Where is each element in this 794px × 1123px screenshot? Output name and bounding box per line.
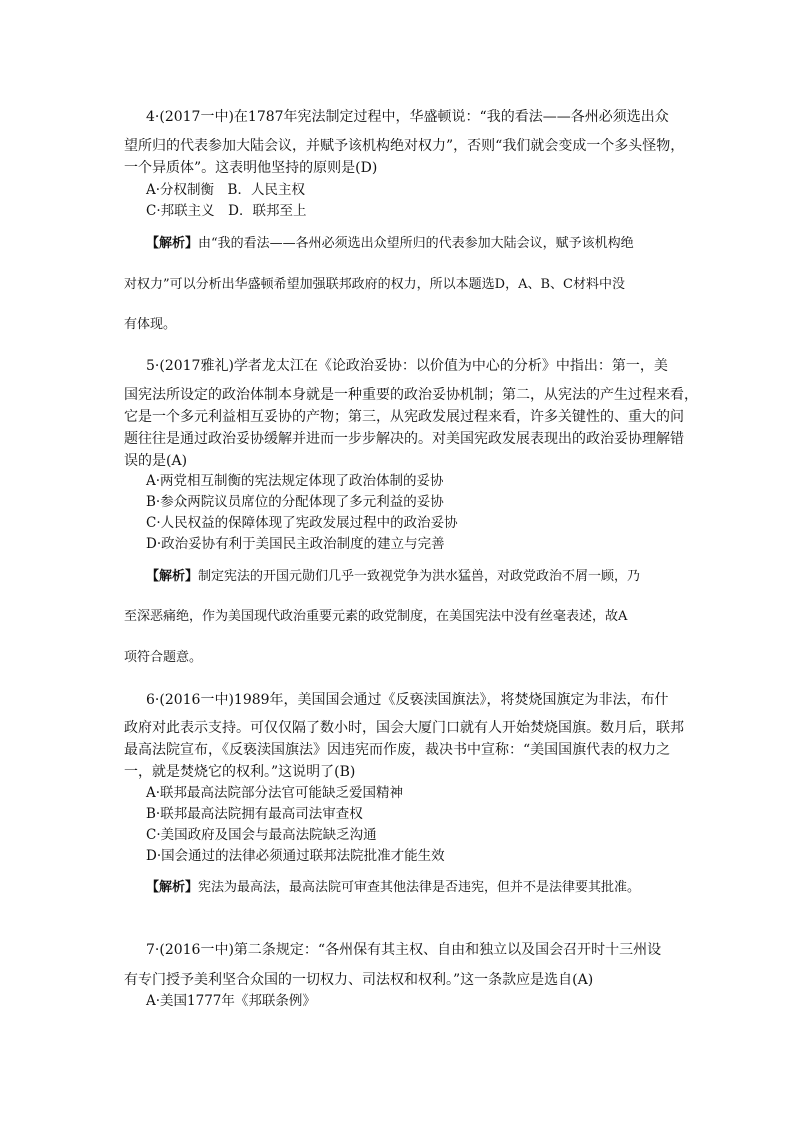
q5-explanation-line-1: 【解析】制定宪法的开国元勋们几乎一致视党争为洪水猛兽，对政党政治不屑一顾，乃	[146, 569, 641, 584]
q6-line-2: 政府对此表示支持。可仅仅隔了数小时，国会大厦门口就有人开始焚烧国旗。数月后，联邦	[124, 720, 684, 736]
q7-option-a: A·美国1777年《邦联条例》	[146, 993, 316, 1009]
q5-line-1: 5·(2017雅礼)学者龙太江在《论政治妥协：以价值为中心的分析》中指出：第一，美	[146, 358, 668, 374]
q6-explanation-line-1: 【解析】宪法为最高法，最高法院可审查其他法律是否违宪，但并不是法律要其批准。	[146, 880, 641, 895]
q6-option-b: B·联邦最高法院拥有最高司法审查权	[146, 806, 363, 822]
q5-line-2: 国宪法所设定的政治体制本身就是一种重要的政治妥协机制；第二，从宪法的产生过程来看，	[124, 387, 698, 403]
q5-option-a: A·两党相互制衡的宪法规定体现了政治体制的妥协	[146, 473, 444, 489]
q5-explanation-line-2: 至深恶痛绝，作为美国现代政治重要元素的政党制度，在美国宪法中没有丝毫表述，故A	[124, 609, 628, 624]
q7-line-1: 7·(2016一中)第二条规定：“各州保有其主权、自由和独立以及国会召开时十三州设	[146, 942, 662, 958]
q5-line-5: 误的是(A)	[124, 453, 188, 469]
q7-line-2: 有专门授予美利坚合众国的一切权力、司法权和权利。”这一条款应是选自(A)	[124, 972, 594, 988]
q4-line-2: 望所归的代表参加大陆会议，并赋予该机构绝对权力”，否则“我们就会变成一个多头怪物，	[124, 138, 685, 154]
q4-line-1: 4·(2017一中)在1787年宪法制定过程中，华盛顿说：“我的看法——各州必须选出众	[146, 109, 669, 125]
q4-explanation-line-3: 有体现。	[124, 317, 177, 332]
q6-line-3: 最高法院宣布，《反亵渎国旗法》因违宪而作废，裁决书中宣称：“美国国旗代表的权力之	[124, 742, 671, 758]
q4-option-ab: A·分权制衡 B．人民主权	[146, 182, 305, 198]
q4-option-cd: C·邦联主义 D．联邦至上	[146, 203, 307, 219]
q5-option-d: D·政治妥协有利于美国民主政治制度的建立与完善	[146, 536, 445, 552]
q5-line-4: 题往往是通过政治妥协缓解并进而一步步解决的。对美国宪政发展表现出的政治妥协理解错	[124, 431, 684, 447]
q5-line-3: 它是一个多元利益相互妥协的产物；第三，从宪政发展过程来看，许多关键性的、重大的问	[124, 409, 684, 425]
q6-option-c: C·美国政府及国会与最高法院缺乏沟通	[146, 827, 377, 843]
q6-option-d: D·国会通过的法律必须通过联邦法院批准才能生效	[146, 848, 445, 864]
q6-line-1: 6·(2016一中)1989年，美国国会通过《反亵渎国旗法》，将焚烧国旗定为非法，布什	[146, 692, 669, 708]
q5-option-b: B·参众两院议员席位的分配体现了多元利益的妥协	[146, 494, 444, 510]
q4-explanation-line-1: 【解析】由“我的看法——各州必须选出众望所归的代表参加大陆会议，赋予该机构绝	[146, 236, 634, 251]
q4-explanation-tag: 【解析】	[146, 236, 199, 251]
q5-explanation-tag: 【解析】	[146, 569, 199, 584]
q6-line-4: 一，就是焚烧它的权利。”这说明了(B)	[124, 764, 356, 780]
q6-option-a: A·联邦最高法院部分法官可能缺乏爱国精神	[146, 785, 404, 801]
q6-explanation-tag: 【解析】	[146, 880, 199, 895]
q4-explanation-line-2: 对权力”可以分析出华盛顿希望加强联邦政府的权力，所以本题选D，A、B、C材料中没	[124, 277, 625, 292]
q4-line-3: 一个异质体”。这表明他坚持的原则是(D)	[124, 160, 378, 176]
q5-option-c: C·人民权益的保障体现了宪政发展过程中的政治妥协	[146, 515, 458, 531]
q5-explanation-line-3: 项符合题意。	[124, 650, 203, 665]
